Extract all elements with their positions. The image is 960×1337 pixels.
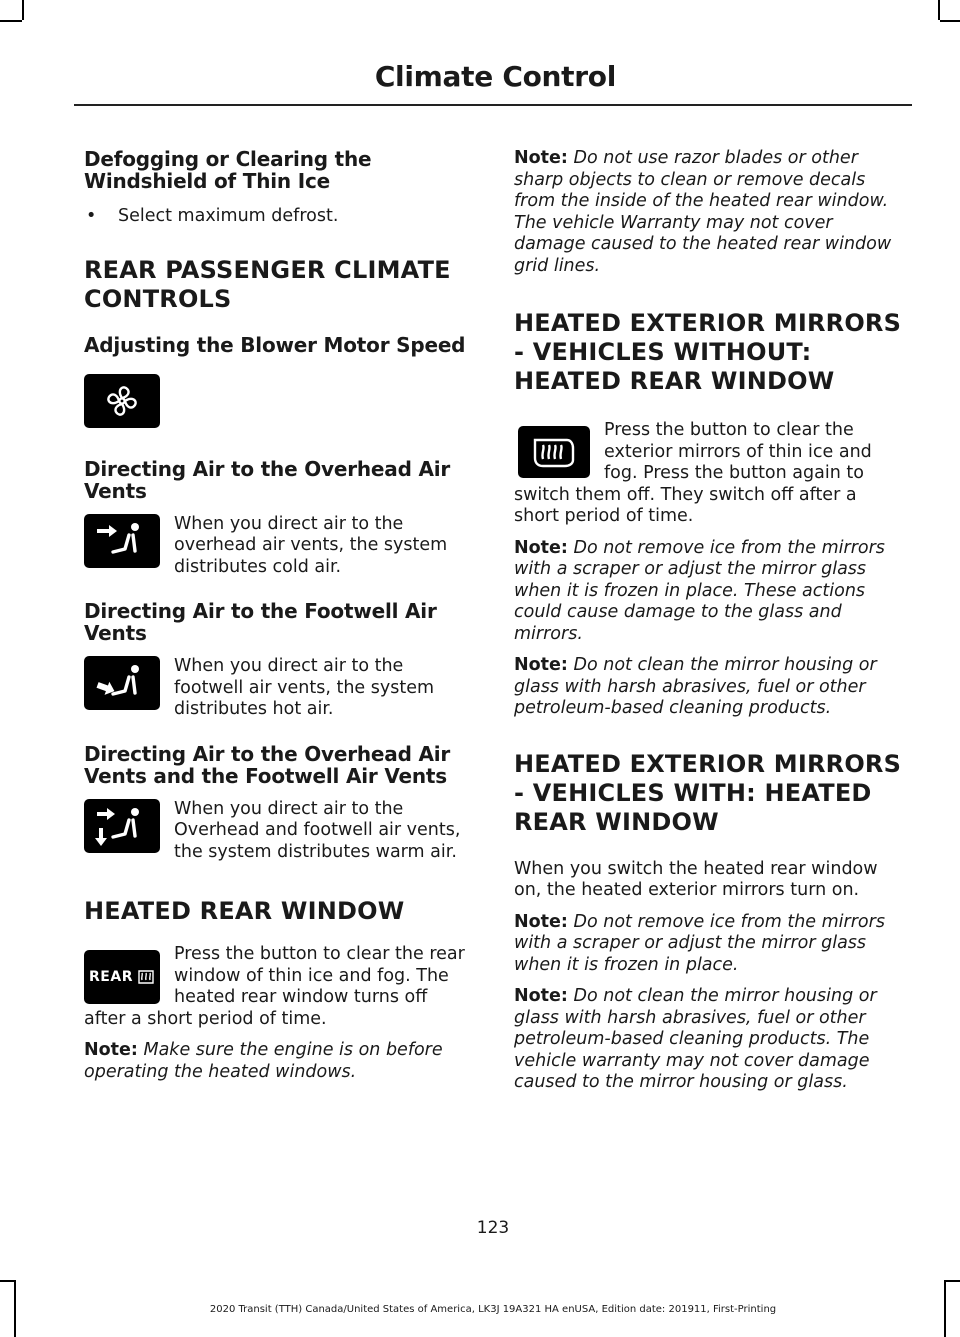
rear-climate-heading: REAR PASSENGER CLIMATE CONTROLS: [84, 255, 451, 313]
mirrors-without-heading: HEATED EXTERIOR MIRRORS - VEHICLES WITHOUT: HEATED REAR WINDOW: [514, 309, 902, 395]
defog-heading: Defogging or Clearing the Windshield of Thin Ice: [84, 147, 372, 193]
both-vents-row: [84, 799, 476, 864]
note-label: Note:: [514, 537, 568, 558]
crop-mark: [0, 20, 22, 22]
mirror-note-4: [514, 986, 906, 1094]
rear-icon-label: REAR: [89, 969, 133, 985]
fan-icon: [84, 374, 160, 428]
note-label: Note:: [514, 986, 568, 1006]
crop-mark: [0, 1280, 14, 1282]
note-label: Note:: [514, 911, 568, 932]
overhead-heading: Directing Air to the Overhead Air Vents: [84, 456, 451, 503]
mirror-note-1: [514, 538, 906, 646]
note-text: Do not use razor blades or other sharp objects to clean or remove decals from the inside of the heated rear window. The vehicle Warranty may not cover damage caused to the heated rear window grid lines.: [514, 148, 892, 276]
note-text: Do not remove ice from the mirrors with a scraper or adjust the mirror glass when it is frozen in place.: [514, 911, 885, 975]
note-text: Do not clean the mirror housing or glass with harsh abrasives, fuel or other petroleum-based cleaning products. The vehicle warranty may not cover damage caused to the mirror housing or glass.: [514, 986, 877, 1092]
mirror-note-3: [514, 912, 906, 977]
footwell-vent-icon: [84, 656, 160, 710]
overhead-vent-icon: [84, 514, 160, 568]
right-column: [514, 148, 906, 1104]
heated-rear-window-text-a: Press the button to clear the rear window of thin ice and fog. The heated rear window turns off: [174, 944, 465, 1007]
both-vents-text: When you direct air to the Overhead and footwell air vents, the system distributes warm air.: [174, 798, 461, 862]
defog-bullet-text: Select maximum defrost.: [118, 206, 339, 226]
hrw-note: [84, 1040, 476, 1083]
crop-mark: [940, 20, 960, 22]
mirror-row: [514, 420, 906, 485]
both-vents-heading: Directing Air to the Overhead Air Vents and the Footwell Air Vents: [84, 741, 451, 788]
overhead-text: When you direct air to the overhead air vents, the system distributes cold air.: [174, 513, 448, 577]
note-label: Note:: [84, 1040, 138, 1060]
crop-mark: [938, 0, 940, 20]
heated-rear-window-heading: HEATED REAR WINDOW: [84, 897, 405, 925]
crop-mark: [946, 1280, 960, 1282]
heated-rear-window-text-b: after a short period of time.: [84, 1008, 327, 1029]
mirror-note-2: [514, 655, 906, 720]
heated-rear-window-row: [84, 944, 476, 1009]
note-text: Do not remove ice from the mirrors with a scraper or adjust the mirror glass when it is frozen in place. These actions could cause damage to the glass and mirrors.: [514, 537, 885, 644]
note-label: Note:: [514, 148, 568, 168]
defog-bullet: [84, 206, 476, 228]
mirror-heat-icon: [518, 426, 590, 478]
footwell-heading: Directing Air to the Footwell Air Vents: [84, 599, 437, 645]
mirrors-without-text-b: switch them off. They switch off after a short period of time.: [514, 484, 857, 526]
note-text: Make sure the engine is on before operating the heated windows.: [84, 1040, 443, 1082]
footwell-row: [84, 656, 476, 721]
mirrors-without-text-a: Press the button to clear the exterior mirrors of thin ice and fog. Press the button again to: [604, 420, 872, 483]
blower-heading: Adjusting the Blower Motor Speed: [84, 332, 466, 357]
page-number: 123: [476, 1218, 510, 1238]
header-rule: [74, 104, 912, 106]
note-label: Note:: [514, 655, 568, 675]
edition-line: 2020 Transit (TTH) Canada/United States of America, LK3J 19A321 HA enUSA, Edition date: 201911, First-Printing: [209, 1304, 777, 1315]
footwell-text: When you direct air to the footwell air vents, the system distributes hot air.: [174, 656, 435, 719]
mirrors-with-heading: HEATED EXTERIOR MIRRORS - VEHICLES WITH: HEATED REAR WINDOW: [514, 749, 902, 836]
razor-note: [514, 148, 906, 277]
crop-mark: [22, 0, 24, 20]
page-title: Climate Control: [374, 60, 616, 93]
mirrors-with-text: When you switch the heated rear window on, the heated exterior mirrors turn on.: [514, 858, 878, 900]
overhead-footwell-vent-icon: [84, 799, 160, 853]
note-text: Do not clean the mirror housing or glass with harsh abrasives, fuel or other petroleum-based cleaning products.: [514, 655, 877, 718]
overhead-row: [84, 514, 476, 579]
left-column: [84, 148, 476, 1093]
rear-defrost-icon: [84, 950, 160, 1004]
bullet-dot: •: [86, 206, 97, 226]
